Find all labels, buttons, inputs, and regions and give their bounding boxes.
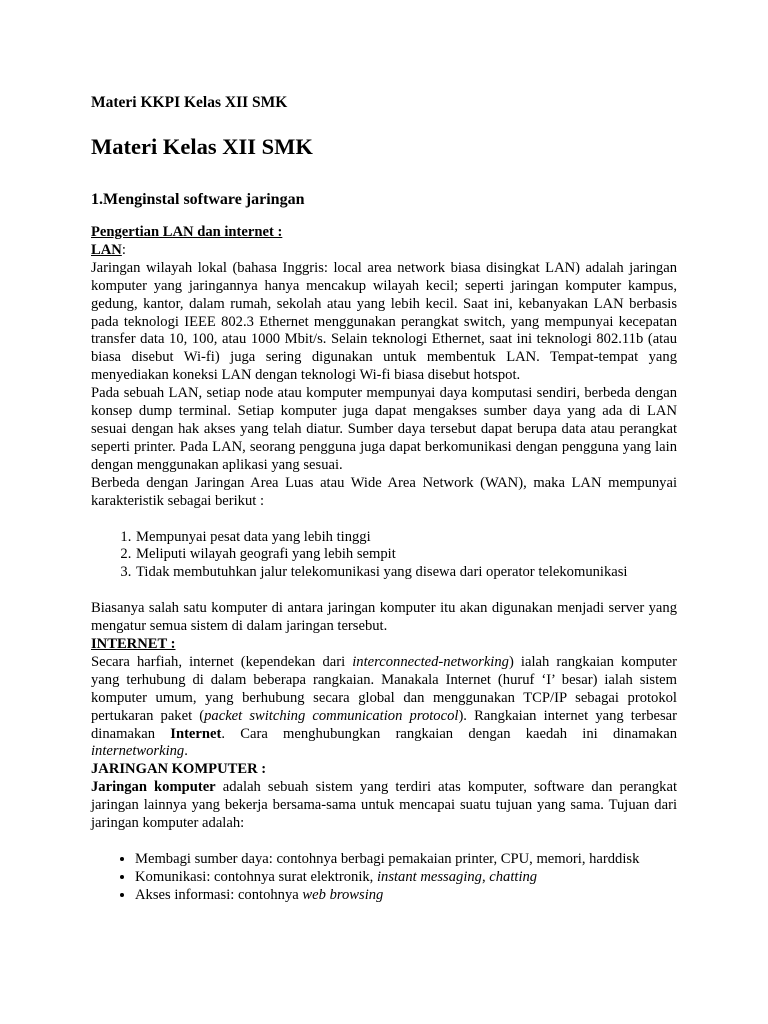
internet-paragraph: [91, 654, 677, 761]
bullet-text: Akses informasi: contohnya: [135, 886, 303, 903]
doc-title-large: Materi Kelas XII SMK: [91, 134, 313, 159]
list-item: [135, 851, 677, 869]
internet-italic-2: packet switching communication protocol: [204, 707, 459, 724]
bullet-sep: ,: [481, 868, 490, 885]
internet-italic-1: interconnected-networking: [352, 653, 509, 670]
bullet-text: Membagi sumber daya: contohnya berbagi pemakaian printer, CPU, memori, harddisk: [135, 851, 640, 867]
lan-paragraph-2: Pada sebuah LAN, setiap node atau komputer mempunyai daya komputasi sendiri, berbeda dengan konsep dump terminal. Setiap komputer juga dapat mengakses sumber daya yang ada di LAN sesuai dengan hak akses yang telah diatur. Sumber daya tersebut dapat berupa data atau perangkat seperti printer. Pada LAN, seorang pengguna juga dapat berkomunikasi dengan pengguna yang lain dengan menggunakan aplikasi yang sesuai.: [91, 385, 677, 473]
tujuan-bullet-list: [91, 851, 677, 905]
jaringan-label: JARINGAN KOMPUTER :: [91, 761, 267, 778]
internet-label: INTERNET :: [91, 636, 176, 653]
lan-label: LAN: [91, 241, 122, 258]
internet-text-5: .: [184, 743, 188, 760]
doc-title-small: Materi KKPI Kelas XII SMK: [91, 94, 288, 111]
list-item: 2. Meliputi wilayah geografi yang lebih sempit: [135, 546, 677, 564]
lan-paragraph-3: Berbeda dengan Jaringan Area Luas atau Wide Area Network (WAN), maka LAN mempunyai karakteristik sebagai berikut :: [91, 474, 677, 509]
internet-bold: Internet: [170, 725, 222, 742]
bullet-text: Komunikasi: contohnya surat elektronik,: [135, 868, 377, 885]
bullet-italic-2: chatting: [489, 868, 538, 885]
internet-text-4: . Cara menghubungkan rangkaian dengan kaedah ini dinamakan: [221, 725, 677, 742]
bullet-italic: web browsing: [302, 886, 384, 903]
section-heading: 1.Menginstal software jaringan: [91, 191, 305, 208]
jaringan-bold: Jaringan komputer: [91, 779, 216, 796]
lan-paragraph-4: Biasanya salah satu komputer di antara jaringan komputer itu akan digunakan menjadi server yang mengatur semua sistem di dalam jaringan tersebut.: [91, 600, 677, 635]
list-item: 1. Mempunyai pesat data yang lebih tinggi: [135, 529, 677, 547]
jaringan-text: adalah sebuah sistem yang terdiri atas komputer, software dan perangkat jaringan lainnya yang bekerja bersama-sama untuk mencapai suatu tujuan yang sama. Tujuan dari jaringan komputer adalah:: [91, 779, 678, 832]
internet-text-1: Secara harfiah, internet (kependekan dari: [91, 653, 353, 670]
list-item: [135, 869, 677, 887]
bullet-italic: instant messaging: [376, 868, 482, 885]
list-item: 3. Tidak membutuhkan jalur telekomunikasi yang disewa dari operator telekomunikasi: [135, 564, 677, 582]
internet-italic-3: internetworking: [91, 743, 185, 760]
lan-label-line: [91, 242, 677, 260]
lan-paragraph-1: Jaringan wilayah lokal (bahasa Inggris: local area network biasa disingkat LAN) adalah jaringan komputer yang jaringannya hanya mencakup wilayah kecil; seperti jaringan komputer kampus, gedung, kantor, dalam rumah, sekolah atau yang lebih kecil. Saat ini, kebanyakan LAN berbasis pada teknologi IEEE 802.3 Ethernet menggunakan perangkat switch, yang mempunyai kecepatan transfer data 10, 100, atau 1000 Mbit/s. Selain teknologi Ethernet, saat ini teknologi 802.11b (atau biasa disebut Wi-fi) juga sering digunakan untuk membentuk LAN. Tempat-tempat yang menyediakan koneksi LAN dengan teknologi Wi-fi biasa disebut hotspot.: [91, 259, 677, 384]
list-item: [135, 887, 677, 905]
subheading: Pengertian LAN dan internet :: [91, 224, 283, 240]
internet-text-2: ) ialah rangkaian komputer yang terhubung di dalam beberapa rangkaian. Manakala Internet (huruf ‘I’ besar) ialah sistem komputer umum, yang berhubung secara global dan menggunakan TCP/IP sebagai protokol pertukaran paket (: [91, 653, 677, 724]
jaringan-paragraph: [91, 779, 677, 833]
lan-characteristics-list: [91, 529, 677, 583]
lan-colon: :: [121, 241, 126, 258]
document-content: [91, 93, 677, 905]
internet-text-3: ). Rangkaian internet yang terbesar dinamakan: [91, 707, 677, 742]
